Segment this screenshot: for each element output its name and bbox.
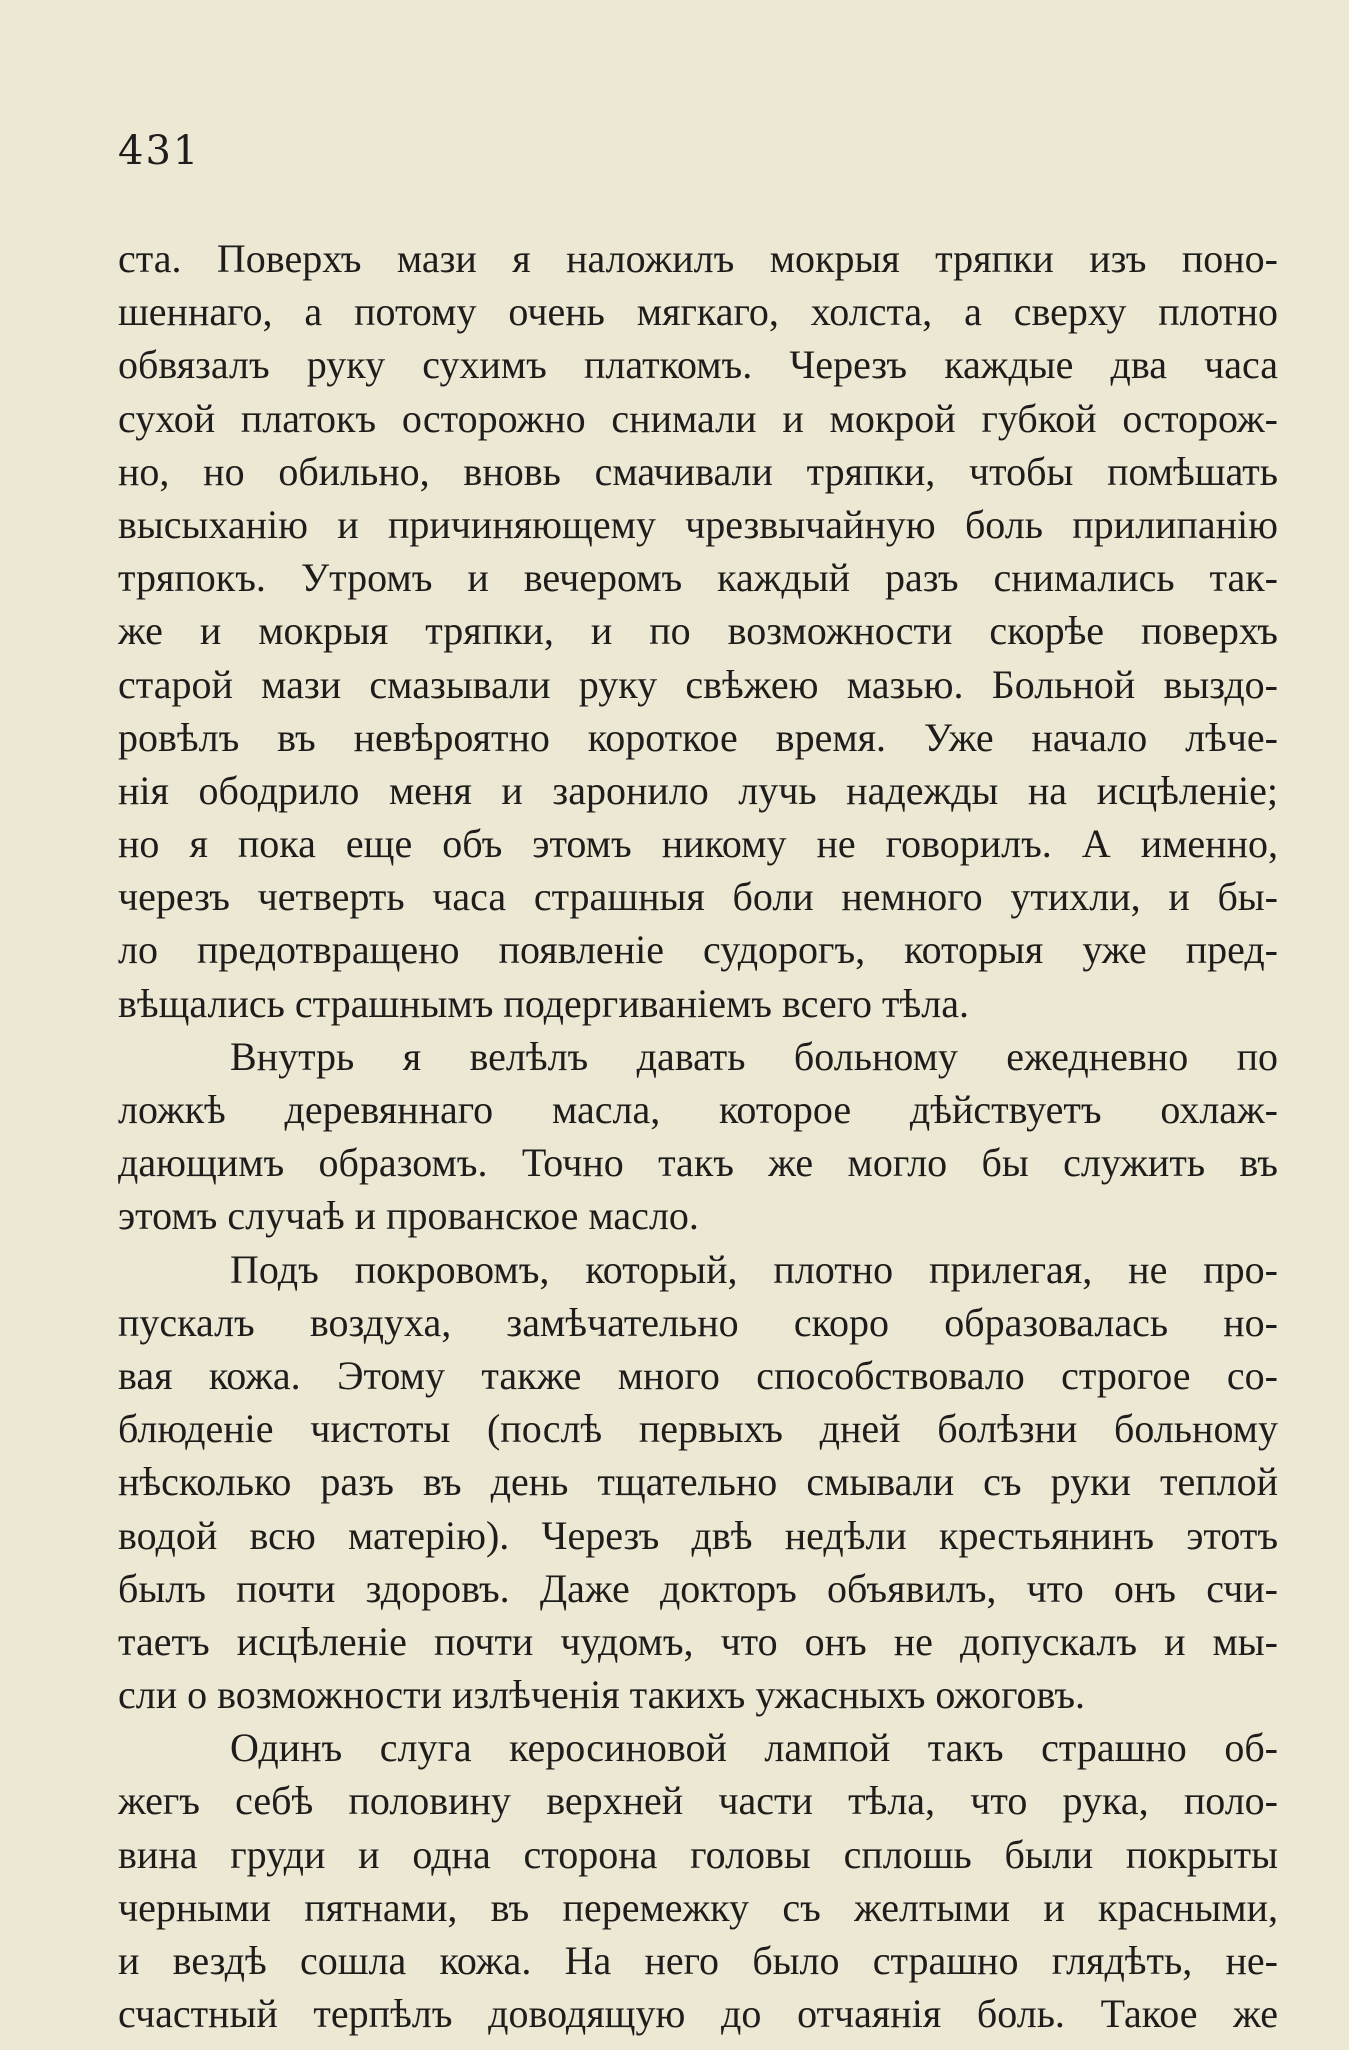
text-line: вая кожа. Этому также много способствовало строгое со- [118,1352,1278,1398]
text-line: пускалъ воздуха, замѣчательно скоро образовалась но- [118,1299,1278,1345]
text-line: высыханiю и причиняющему чрезвычайную боль прилипанiю [118,501,1278,547]
text-line: же и мокрыя тряпки, и по возможности скорѣе поверхъ [118,608,1278,654]
text-line: этомъ случаѣ и прованское масло. [118,1193,699,1239]
text-line: ложкѣ деревяннаго масла, которое дѣйствуетъ охлаж- [118,1087,1278,1132]
text-line: черезъ четверть часа страшныя боли немного утихли, и бы- [118,874,1278,920]
page-number: 431 [118,128,201,174]
text-line: но я пока еще объ этомъ никому не говорилъ. А именно, [118,821,1278,867]
text-line: Одинъ слуга керосиновой лампой такъ страшно об- [230,1725,1278,1771]
text-line: вѣщались страшнымъ подергиванiемъ всего тѣла. [118,980,969,1026]
text-line: шеннаго, а потому очень мягкаго, холста, а сверху плотно [118,289,1278,335]
text-line: жегъ себѣ половину верхней части тѣла, что рука, поло- [118,1778,1278,1824]
text-line: вина груди и одна сторона головы сплошь были покрыты [118,1831,1278,1877]
text-line: счастный терпѣлъ доводящую до отчаянiя боль. Такое же [118,1991,1278,2037]
text-line: но, но обильно, вновь смачивали тряпки, чтобы помѣшать [118,448,1278,494]
text-line: и вездѣ сошла кожа. На него было страшно глядѣть, не- [118,1938,1278,1983]
text-line: водой всю матерiю). Черезъ двѣ недѣли крестьянинъ этотъ [118,1512,1278,1558]
text-line: Внутрь я велѣлъ давать больному ежедневно по [230,1033,1278,1079]
text-line: ровѣлъ въ невѣроятно короткое время. Уже начало лѣче- [118,714,1278,760]
text-line: нiя ободрило меня и заронило лучь надежды на исцѣленiе; [118,767,1278,813]
text-line: тряпокъ. Утромъ и вечеромъ каждый разъ снимались так- [118,555,1278,601]
text-line: блюденiе чистоты (послѣ первыхъ дней болѣзни больному [118,1406,1278,1452]
text-line: черными пятнами, въ перемежку съ желтыми и красными, [118,1884,1278,1930]
body-text [118,232,1278,2040]
text-line: обвязалъ руку сухимъ платкомъ. Черезъ каждые два часа [118,342,1278,388]
text-line: былъ почти здоровъ. Даже докторъ объявилъ, что онъ счи- [118,1565,1278,1611]
text-line: таетъ исцѣленiе почти чудомъ, что онъ не допускалъ и мы- [118,1618,1278,1664]
text-line: ло предотвращено появленiе судорогъ, которыя уже пред- [118,927,1278,973]
text-line: сухой платокъ осторожно снимали и мокрой губкой осторож- [118,395,1278,441]
text-line: ста. Поверхъ мази я наложилъ мокрыя тряпки изъ поно- [118,236,1278,281]
text-line: сли о возможности излѣченiя такихъ ужасныхъ ожоговъ. [118,1672,1086,1718]
text-line: старой мази смазывали руку свѣжею мазью. Больной выздо- [118,661,1278,707]
text-line: дающимъ образомъ. Точно такъ же могло бы служить въ [118,1140,1278,1186]
text-line: нѣсколько разъ въ день тщательно смывали съ руки теплой [118,1459,1278,1505]
text-line: Подъ покровомъ, который, плотно прилегая, не про- [230,1246,1278,1292]
